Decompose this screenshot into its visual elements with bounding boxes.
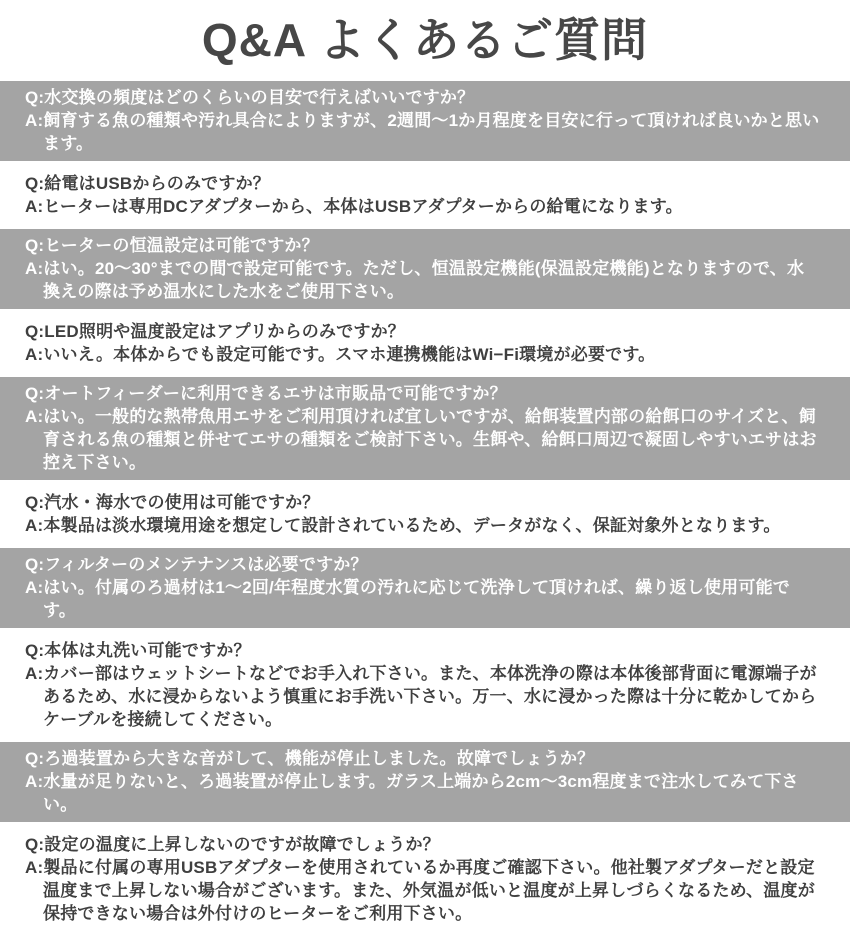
question-text: Q:給電はUSBからのみですか？ xyxy=(25,174,270,194)
question-text: Q:汽水・海水での使用は可能ですか？ xyxy=(25,493,320,513)
qa-item-heater-thermostat xyxy=(0,229,850,309)
answer-text: A:はい。一般的な熱帯魚用エサをご利用頂ければ宜しいですが、給餌装置内部の給餌口のサイズと、飼育される魚の種類と併せてエサの種類をご検討下さい。生餌や、給餌口周辺で凝固しやすいエサはお控え下さい。 xyxy=(25,407,817,473)
answer-text: A:本製品は淡水環境用途を想定して設計されているため、データがなく、保証対象外となります。 xyxy=(25,516,781,536)
page-title: Q&A よくあるご質問 xyxy=(201,14,649,66)
question-text: Q:水交換の頻度はどのくらいの目安で行えばいいですか？ xyxy=(25,88,475,108)
qa-list xyxy=(0,79,850,934)
question-text: Q:ヒーターの恒温設定は可能ですか？ xyxy=(25,236,319,256)
qa-item-washing xyxy=(0,630,850,740)
answer-text: A:飼育する魚の種類や汚れ具合によりますが、2週間〜1か月程度を目安に行って頂ければ良いかと思います。 xyxy=(25,111,820,154)
answer-text: A:いいえ。本体からでも設定可能です。スマホ連携機能はWi−Fi環境が必要です。 xyxy=(25,345,656,365)
qa-item-filter-maintenance xyxy=(0,548,850,628)
qa-item-temperature-rise xyxy=(0,824,850,934)
answer-text: A:ヒーターは専用DCアダプターから、本体はUSBアダプターからの給電になります。 xyxy=(25,197,683,217)
question-text: Q:オートフィーダーに利用できるエサは市販品で可能ですか？ xyxy=(25,384,507,404)
answer-text: A:はい。20〜30°までの間で設定可能です。ただし、恒温設定機能(保温設定機能)となりますので、水換えの際は予め温水にした水をご使用下さい。 xyxy=(25,259,805,302)
qa-item-auto-feeder xyxy=(0,377,850,480)
answer-text: A:水量が足りないと、ろ過装置が停止します。ガラス上端から2cm〜3cm程度まで注水してみて下さい。 xyxy=(25,772,799,815)
question-text: Q:LED照明や温度設定はアプリからのみですか？ xyxy=(25,322,406,342)
answer-text: A:はい。付属のろ過材は1〜2回/年程度水質の汚れに応じて洗浄して頂ければ、繰り返し使用可能です。 xyxy=(25,578,790,621)
qa-item-saltwater xyxy=(0,482,850,546)
question-text: Q:フィルターのメンテナンスは必要ですか？ xyxy=(25,555,368,575)
question-text: Q:設定の温度に上昇しないのですが故障でしょうか？ xyxy=(25,835,440,855)
question-text: Q:ろ過装置から大きな音がして、機能が停止しました。故障でしょうか？ xyxy=(25,749,595,769)
qa-item-led-app xyxy=(0,311,850,375)
question-text: Q:本体は丸洗い可能ですか？ xyxy=(25,641,251,661)
qa-item-water-change xyxy=(0,81,850,161)
answer-text: A:製品に付属の専用USBアダプターを使用されているか再度ご確認下さい。他社製アダプターだと設定温度まで上昇しない場合がございます。また、外気温が低いと温度が上昇しづらくなるため、温度が保持できない場合は外付けのヒーターをご利用下さい。 xyxy=(25,858,815,924)
answer-text: A:カバー部はウェットシートなどでお手入れ下さい。また、本体洗浄の際は本体後部背面に電源端子があるため、水に浸からないよう慎重にお手洗い下さい。万一、水に浸かった際は十分に乾かしてからケーブルを接続してください。 xyxy=(25,664,817,730)
qa-item-filter-noise xyxy=(0,742,850,822)
qa-item-usb-power xyxy=(0,163,850,227)
